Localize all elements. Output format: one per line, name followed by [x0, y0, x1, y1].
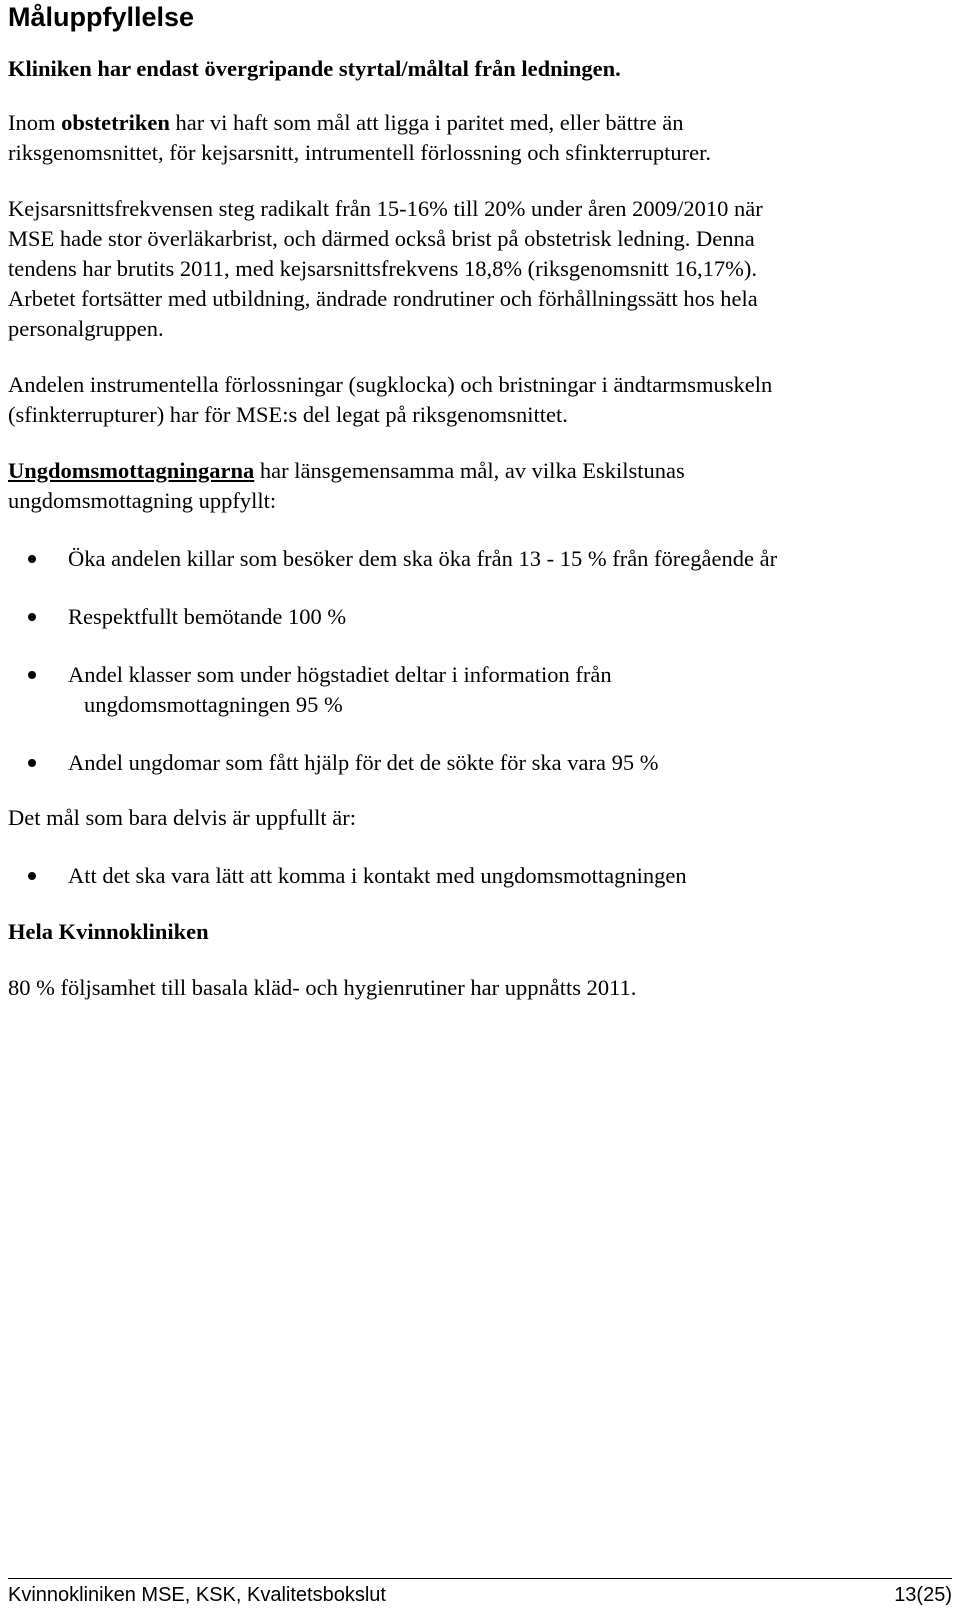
- page-footer: [8, 1578, 952, 1606]
- list-item: [8, 748, 928, 778]
- csection-line: MSE hade stor överläkarbrist, och därmed också brist på obstetrisk ledning. Denna: [8, 226, 755, 251]
- bullet-icon: [28, 759, 36, 767]
- csection-paragraph: [8, 194, 928, 344]
- clinic-text: 80 % följsamhet till basala kläd- och hygienrutiner har uppnåtts 2011.: [8, 975, 637, 1000]
- list-item-text-cont: ungdomsmottagningen 95 %: [84, 692, 343, 717]
- obstetrics-line2: riksgenomsnittet, för kejsarsnitt, intrumentell förlossning och sfinkterrupturer.: [8, 140, 711, 165]
- bullet-icon: [28, 671, 36, 679]
- footer-page-number: 13(25): [894, 1584, 952, 1606]
- csection-line: Arbetet fortsätter med utbildning, ändrade rondrutiner och förhållningssätt hos hela: [8, 286, 758, 311]
- goals-partial-list: [8, 861, 928, 891]
- instrumental-line: (sfinkterrupturer) har för MSE:s del legat på riksgenomsnittet.: [8, 402, 568, 427]
- footer-document-title: Kvinnokliniken MSE, KSK, Kvalitetsbokslut: [8, 1584, 386, 1606]
- list-item-text: Öka andelen killar som besöker dem ska öka från 13 - 15 % från föregående år: [68, 546, 778, 571]
- youth-line1: har länsgemensamma mål, av vilka Eskilstunas: [254, 458, 685, 483]
- bullet-icon: [28, 872, 36, 880]
- obstetrics-line1: har vi haft som mål att ligga i paritet med, eller bättre än: [169, 110, 684, 135]
- youth-line2: ungdomsmottagning uppfyllt:: [8, 488, 277, 513]
- obstetrics-term: obstetriken: [61, 110, 170, 135]
- list-item-text: Andel ungdomar som fått hjälp för det de sökte för ska vara 95 %: [68, 750, 659, 775]
- clinic-heading: Hela Kvinnokliniken: [8, 919, 209, 944]
- list-item: [8, 660, 928, 720]
- obstetrics-pre: Inom: [8, 110, 62, 135]
- page-title: Måluppfyllelse: [8, 2, 195, 32]
- instrumental-paragraph: [8, 370, 928, 430]
- goals-met-list: [8, 544, 928, 778]
- list-item-text: Andel klasser som under högstadiet deltar i information från: [68, 662, 612, 687]
- bullet-icon: [28, 613, 36, 621]
- csection-line: Kejsarsnittsfrekvensen steg radikalt från 15-16% till 20% under åren 2009/2010 när: [8, 196, 763, 221]
- csection-line: personalgruppen.: [8, 316, 164, 341]
- list-item: [8, 544, 928, 574]
- obstetrics-paragraph: [8, 108, 928, 168]
- bullet-icon: [28, 555, 36, 563]
- csection-line: tendens har brutits 2011, med kejsarsnittsfrekvens 18,8% (riksgenomsnitt 16,17%).: [8, 256, 758, 281]
- list-item-text: Att det ska vara lätt att komma i kontakt med ungdomsmottagningen: [68, 863, 687, 888]
- instrumental-line: Andelen instrumentella förlossningar (sugklocka) och bristningar i ändtarmsmuskeln: [8, 372, 773, 397]
- list-item: [8, 861, 928, 891]
- partial-label: Det mål som bara delvis är uppfullt är:: [8, 805, 357, 830]
- youth-term: Ungdomsmottagningarna: [8, 458, 255, 483]
- youth-paragraph: [8, 456, 928, 516]
- list-item: [8, 602, 928, 632]
- intro-statement: Kliniken har endast övergripande styrtal/måltal från ledningen.: [8, 56, 621, 81]
- list-item-text: Respektfullt bemötande 100 %: [68, 604, 347, 629]
